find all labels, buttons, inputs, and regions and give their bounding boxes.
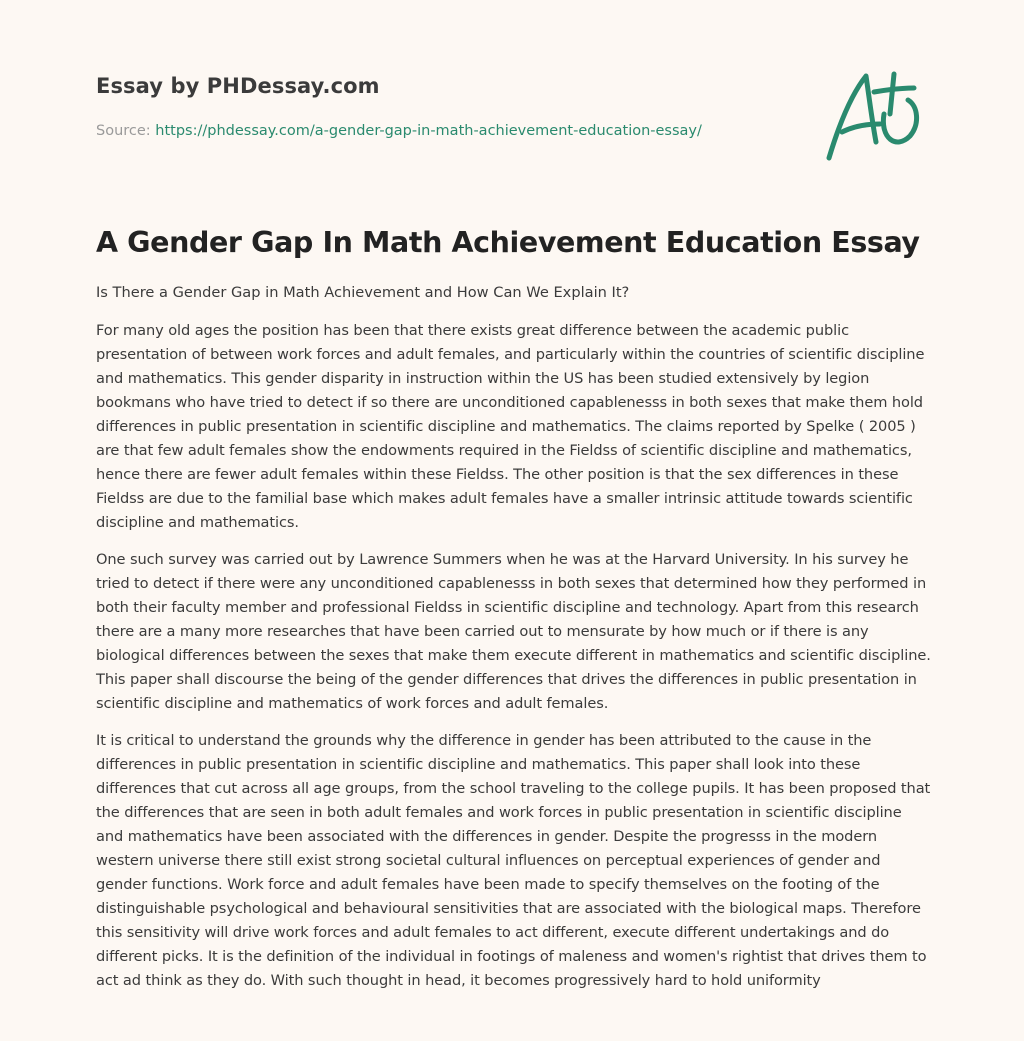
a-plus-grade-icon (820, 66, 930, 166)
page-header (96, 74, 796, 139)
article (96, 226, 931, 1006)
essay-paragraph: It is critical to understand the grounds why the difference in gender has been attributed to the cause in the differences in public presentation in scientific discipline and mathematics. This paper shall look into these differences that cut across all age groups, from the school traveling to the college pupils. It has been proposed that the differences that are seen in both adult females and work forces in public presentation in scientific discipline and mathematics have been associated with the differences in gender. Despite the progresss in the modern western universe there still exist strong societal cultural influences on perceptual experiences of gender and gender functions. Work force and adult females have been made to specify themselves on the footing of the distinguishable psychological and behavioural sensitivities that are associated with the biological maps. Therefore this sensitivity will drive work forces and adult females to act different, execute different undertakings and do different picks. It is the definition of the individual in footings of maleness and women's rightist that drives them to act ad think as they do. With such thought in head, it becomes progressively hard to hold uniformity (96, 732, 931, 989)
source-label: Source: (96, 123, 151, 139)
essay-title: A Gender Gap In Math Achievement Education Essay (96, 226, 920, 259)
essay-paragraph: For many old ages the position has been that there exists great difference between the academic public presentation of between work forces and adult females, and particularly within the countries of scientific discipline and mathematics. This gender disparity in instruction within the US has been studied extensively by legion bookmans who have tried to detect if so there are unconditioned capablenesss in both sexes that make them hold differences in public presentation in scientific discipline and mathematics. The claims reported by Spelke ( 2005 ) are that few adult females show the endowments required in the Fieldss of scientific discipline and mathematics, hence there are fewer adult females within these Fieldss. The other position is that the sex differences in these Fieldss are due to the familial base which makes adult females have a smaller intrinsic attitude towards scientific discipline and mathematics. (96, 322, 925, 531)
source-line (96, 123, 796, 139)
source-link[interactable]: https://phdessay.com/a-gender-gap-in-math-achievement-education-essay/ (155, 123, 702, 139)
essay-subtitle: Is There a Gender Gap in Math Achievement and How Can We Explain It? (96, 284, 630, 301)
essay-paragraph: One such survey was carried out by Lawrence Summers when he was at the Harvard University. In his survey he tried to detect if there were any unconditioned capablenesss in both sexes that determined how they performed in both their faculty member and professional Fieldss in scientific discipline and technology. Apart from this research there are a many more researches that have been carried out to mensurate by how much or if there is any biological differences between the sexes that make them execute different in mathematics and scientific discipline. This paper shall discourse the being of the gender differences that drives the differences in public presentation in scientific discipline and mathematics of work forces and adult females. (96, 551, 931, 712)
site-brand: Essay by PHDessay.com (96, 74, 380, 98)
